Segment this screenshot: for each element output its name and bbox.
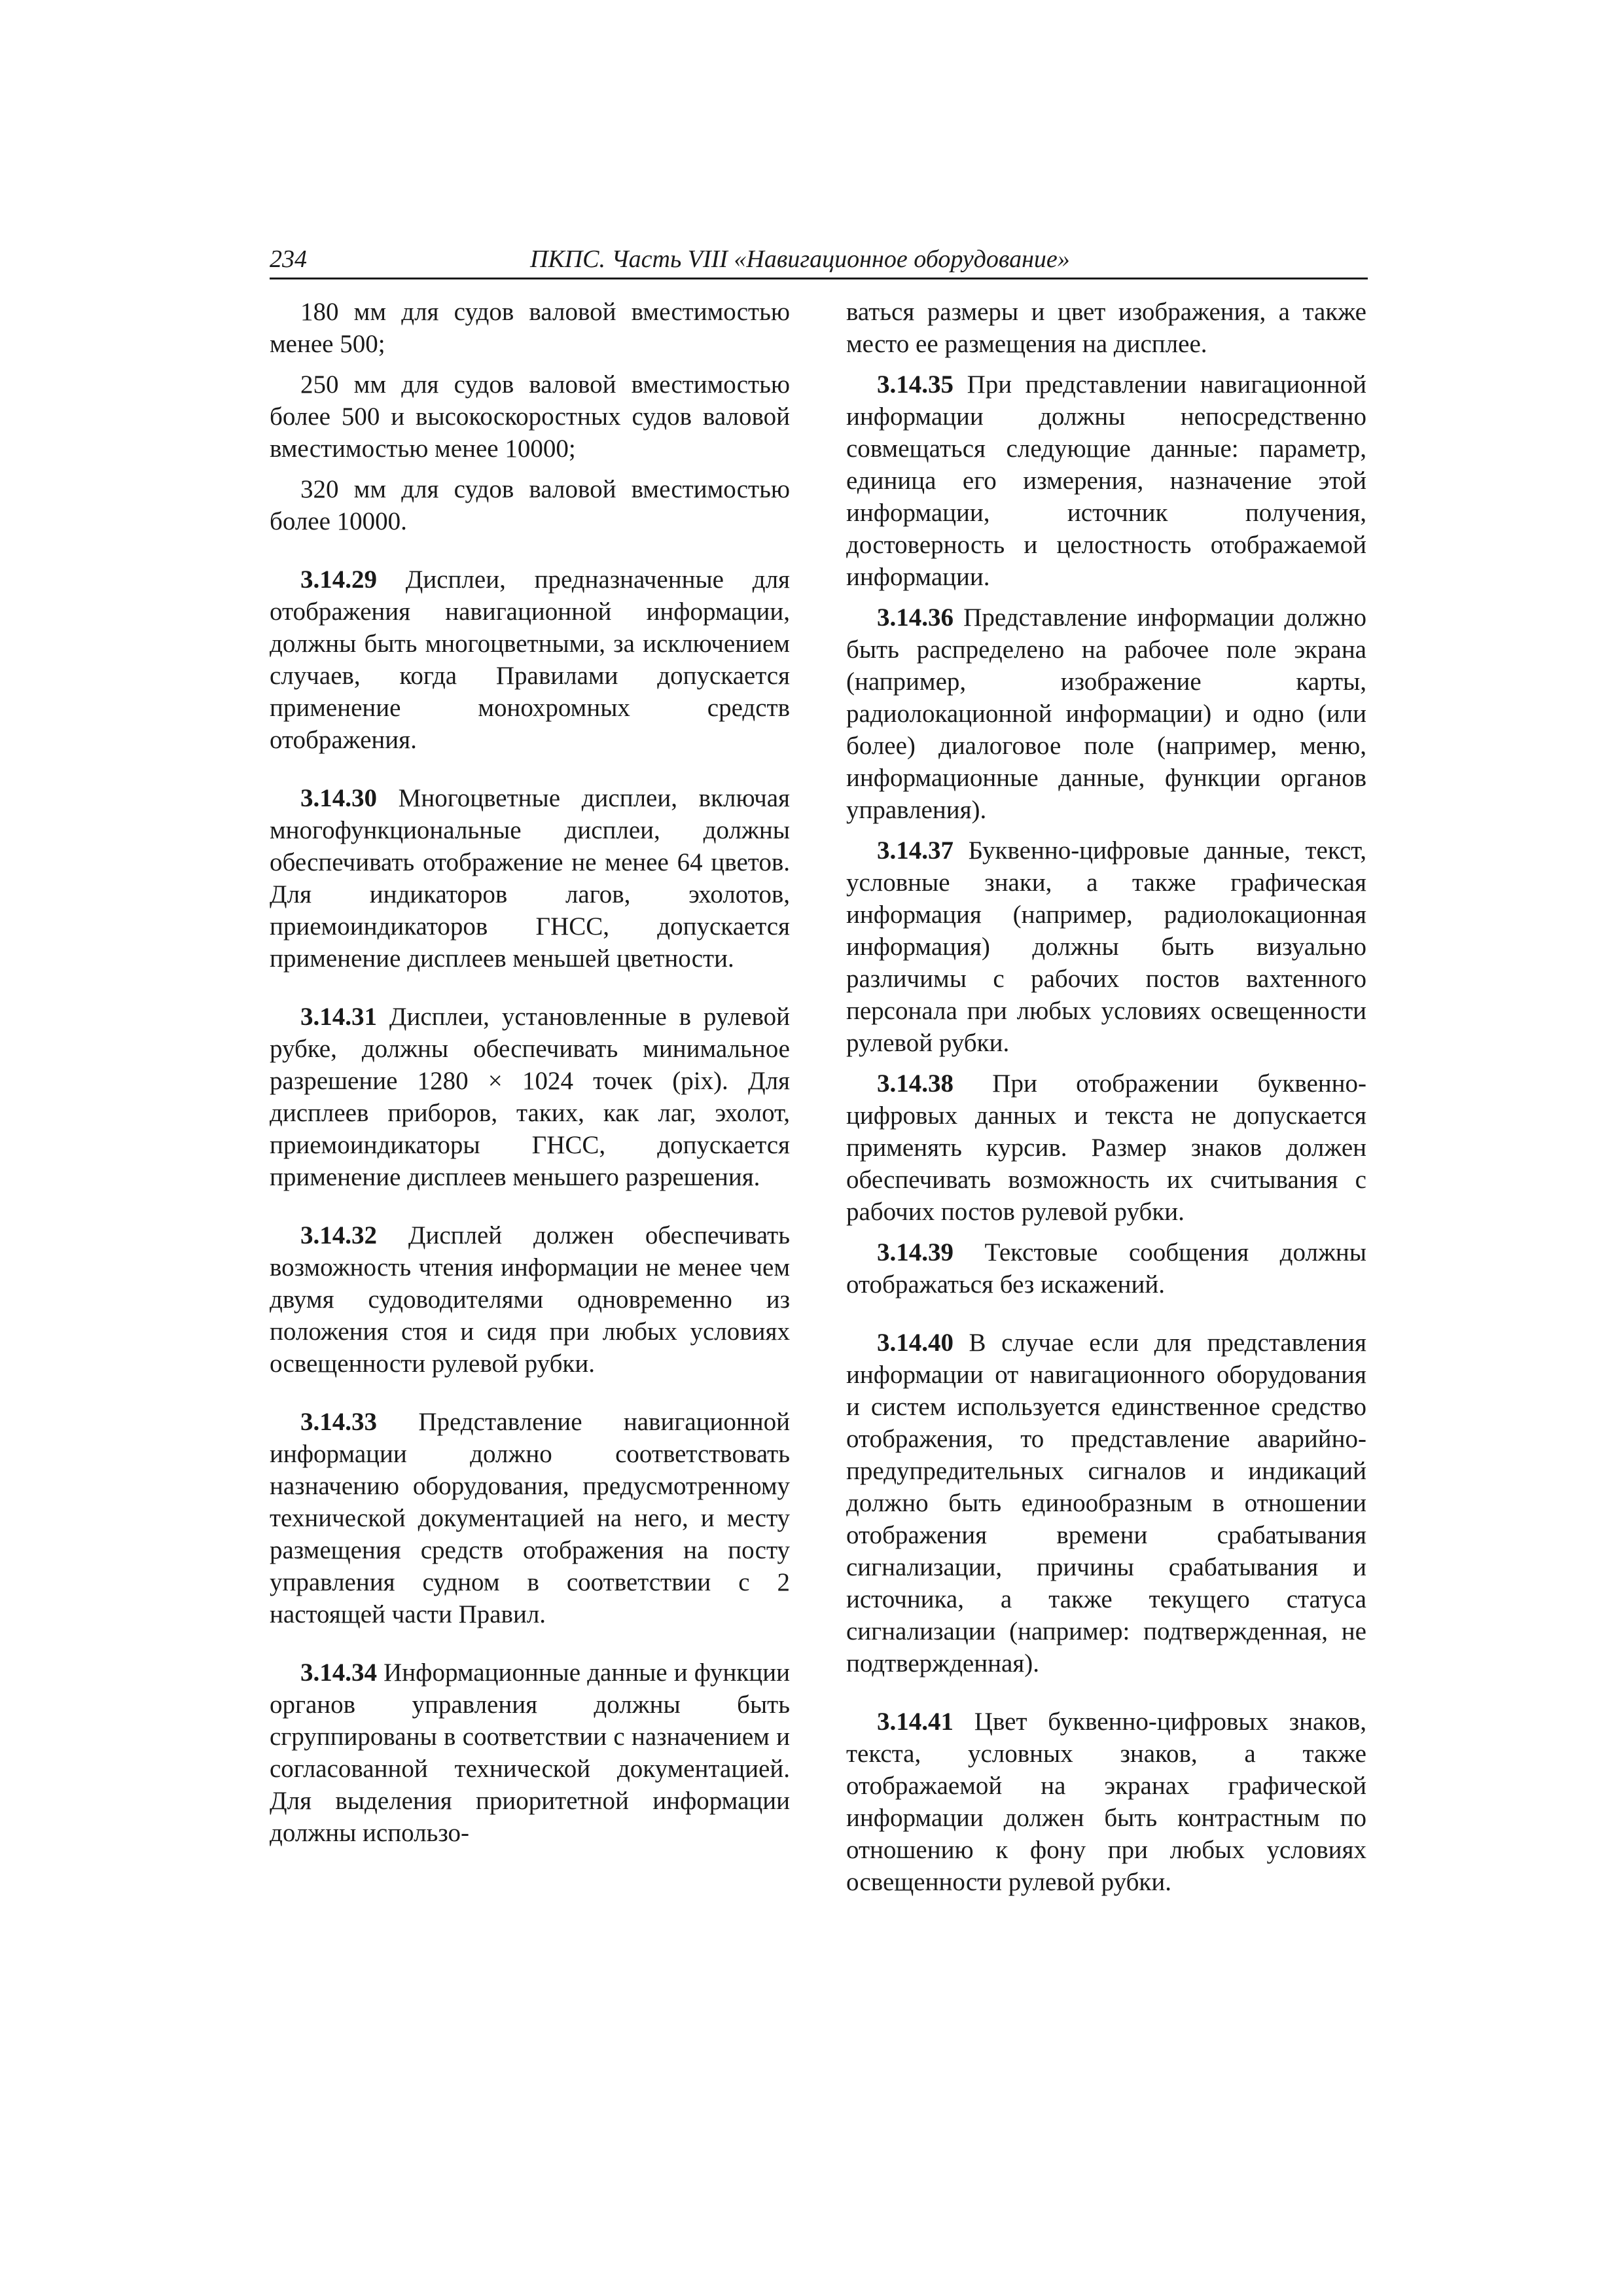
section-3-14-29 <box>270 564 790 756</box>
section-number: 3.14.29 <box>300 565 377 594</box>
section-text: Дисплей должен обеспечивать возможность чтения информации не менее чем двумя судоводителями одновременно из положения стоя и сидя при любых условиях освещенности рулевой рубки. <box>270 1221 790 1378</box>
section-3-14-38 <box>846 1067 1366 1228</box>
section-3-14-32 <box>270 1219 790 1380</box>
section-3-14-34 <box>270 1657 790 1849</box>
section-text: Представление навигационной информации должно соответствовать назначению оборудования, предусмотренному технической документацией на него, и месту размещения средств отображения на посту управления судном в соответствии с 2 настоящей части Правил. <box>270 1408 790 1628</box>
section-text: Представление информации должно быть распределено на рабочее поле экрана (например, изображение карты, радиолокационной информации) и одно (или более) диалоговое поле (например, меню, информационные данные, функции органов управления). <box>846 603 1366 824</box>
section-text: Многоцветные дисплеи, включая многофункциональные дисплеи, должны обеспечивать отображение не менее 64 цветов. Для индикаторов лагов, эхолотов, приемоиндикаторов ГНСС, допускается применение дисплеев меньшей цветности. <box>270 784 790 973</box>
section-3-14-31 <box>270 1001 790 1193</box>
section-3-14-33 <box>270 1406 790 1630</box>
right-column <box>846 296 1366 1898</box>
section-number: 3.14.39 <box>877 1238 954 1266</box>
section-3-14-37 <box>846 834 1366 1059</box>
section-3-14-41 <box>846 1706 1366 1898</box>
section-3-14-39 <box>846 1236 1366 1300</box>
section-number: 3.14.34 <box>300 1659 377 1687</box>
section-3-14-36 <box>846 601 1366 826</box>
section-text: В случае если для представления информации от навигационного оборудования и систем используется единственное средство отображения, то представление аварийно-предупредительных сигналов и индикаций должно быть единообразным в отношении отображения времени срабатывания сигнализации, причины срабатывания и источника, а также текущего статуса сигнализации (например: подтвержденная, не подтвержденная). <box>846 1329 1366 1677</box>
section-3-14-35 <box>846 368 1366 593</box>
section-text: Информационные данные и функции органов управления должны быть сгруппированы в соответствии с назначением и согласованной технической документацией. Для выделения приоритетной информации должны использо- <box>270 1659 790 1847</box>
section-text: Буквенно-цифровые данные, текст, условные знаки, а также графическая информация (например, радиолокационная информация) должны быть визуально различимы с рабочих постов вахтенного персонала при любых условиях освещенности рулевой рубки. <box>846 836 1366 1057</box>
paragraph-180mm: 180 мм для судов валовой вместимостью менее 500; <box>270 298 790 358</box>
running-title: ПКПС. Часть VIII «Навигационное оборудование» <box>530 245 1070 273</box>
section-number: 3.14.36 <box>877 603 954 632</box>
section-text: Текстовые сообщения должны отображаться без искажений. <box>846 1238 1366 1299</box>
section-number: 3.14.38 <box>877 1069 954 1098</box>
section-3-14-34-continued: ваться размеры и цвет изображения, а также место ее размещения на дисплее. <box>846 298 1366 358</box>
left-column <box>270 296 790 1849</box>
section-3-14-30 <box>270 782 790 975</box>
section-text: Дисплеи, предназначенные для отображения навигационной информации, должны быть многоцветными, за исключением случаев, когда Правилами допускается применение монохромных средств отображения. <box>270 565 790 754</box>
section-text: Дисплеи, установленные в рулевой рубке, должны обеспечивать минимальное разрешение 1280 × 1024 точек (pix). Для дисплеев приборов, таких, как лаг, эхолот, приемоиндикаторы ГНСС, допускается применение дисплеев меньшего разрешения. <box>270 1003 790 1191</box>
paragraph-250mm: 250 мм для судов валовой вместимостью более 500 и высокоскоростных судов валовой вместимостью менее 10000; <box>270 370 790 463</box>
section-number: 3.14.37 <box>877 836 954 865</box>
section-text: Цвет буквенно-цифровых знаков, текста, условных знаков, а также отображаемой на экранах графической информации должен быть контрастным по отношению к фону при любых условиях освещенности рулевой рубки. <box>846 1708 1366 1896</box>
section-number: 3.14.35 <box>877 370 954 399</box>
section-text: При представлении навигационной информации должны непосредственно совмещаться следующие данные: параметр, единица его измерения, назначение этой информации, источник получения, достоверность и целостность отображаемой информации. <box>846 370 1366 591</box>
section-number: 3.14.33 <box>300 1408 377 1436</box>
section-text: При отображении буквенно-цифровых данных и текста не допускается применять курсив. Размер знаков должен обеспечивать возможность их считывания с рабочих постов рулевой рубки. <box>846 1069 1366 1226</box>
section-number: 3.14.30 <box>300 784 377 812</box>
page-number: 234 <box>270 245 307 273</box>
paragraph-320mm: 320 мм для судов валовой вместимостью более 10000. <box>270 475 790 535</box>
section-number: 3.14.31 <box>300 1003 377 1031</box>
section-number: 3.14.41 <box>877 1708 954 1736</box>
section-number: 3.14.32 <box>300 1221 377 1249</box>
running-header <box>270 241 1368 279</box>
section-3-14-40 <box>846 1327 1366 1679</box>
section-number: 3.14.40 <box>877 1329 954 1357</box>
